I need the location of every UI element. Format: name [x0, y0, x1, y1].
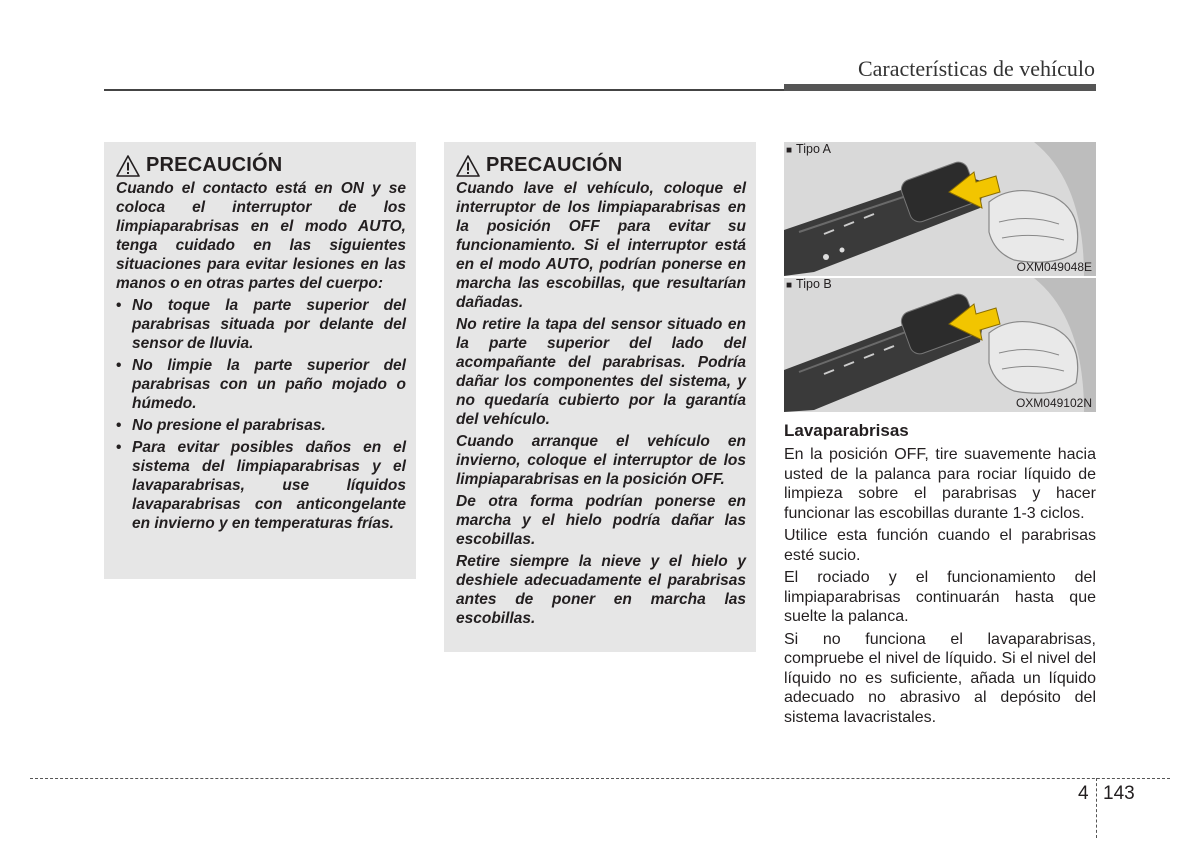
- caution-paragraph: De otra forma podrían ponerse en marcha y el hielo podría dañar las escobillas.: [456, 493, 746, 548]
- caution-intro: Cuando el contacto está en ON y se coloca el interruptor de los limpiaparabrisas en el modo AUTO, tenga cuidado en las siguientes situaciones para evitar lesiones en las manos o en otras partes del cuerpo:: [116, 180, 406, 292]
- figure-code: OXM049048E: [1016, 260, 1092, 274]
- caution-paragraph: Cuando lave el vehículo, coloque el interruptor de los limpiaparabrisas en la posición OFF para evitar su funcionamiento. Si el interruptor está en el modo AUTO, podrían ponerse en marcha las escobillas, que resultarían dañadas.: [456, 180, 746, 311]
- page-number: 143: [1103, 783, 1135, 804]
- header-rule: [104, 89, 784, 91]
- section-header-title: Características de vehículo: [857, 56, 1095, 81]
- caution-paragraph: Retire siempre la nieve y el hielo y deshiele adecuadamente el parabrisas antes de poner en marcha las escobillas.: [456, 553, 746, 627]
- list-item: • Para evitar posibles daños en el sistema del limpiaparabrisas y el lavaparabrisas, use líquidos lavaparabrisas con anticongelante en invierno y en temperaturas frías.: [116, 438, 406, 533]
- square-bullet-icon: ■: [786, 145, 793, 156]
- caution-box-washing: [444, 142, 756, 652]
- figure-label: [786, 142, 831, 156]
- figure-label-text: Tipo B: [796, 277, 832, 291]
- body-paragraph: Si no funciona el lavaparabrisas, compruebe el nivel de líquido. Si el nivel del líquido no es suficiente, añada un líquido adecuado no abrasivo al depósito del sistema lavacristales.: [784, 630, 1096, 726]
- warning-triangle-icon: [116, 155, 140, 177]
- caution-title: PRECAUCIÓN: [486, 154, 623, 176]
- caution-header: [456, 154, 746, 177]
- figure-wiper-lever-type-b: [784, 278, 1096, 412]
- footer-divider-vertical: [1096, 778, 1097, 838]
- header-rule-accent: [784, 84, 1096, 91]
- square-bullet-icon: ■: [786, 280, 793, 291]
- warning-triangle-icon: [456, 155, 480, 177]
- caution-header: [116, 154, 406, 177]
- list-item: • No toque la parte superior del parabrisas situada por delante del sensor de lluvia.: [116, 296, 406, 353]
- footer-divider: [30, 778, 1170, 779]
- figure-wiper-lever-type-a: [784, 142, 1096, 276]
- list-item: • No presione el parabrisas.: [116, 416, 406, 435]
- caution-bullet-list: [116, 296, 406, 533]
- wiper-stalk-illustration: [784, 142, 1096, 276]
- caution-title: PRECAUCIÓN: [146, 154, 283, 176]
- washer-body: [784, 445, 1096, 730]
- wiper-stalk-illustration: [784, 278, 1096, 412]
- caution-paragraph: Cuando arranque el vehículo en invierno, coloque el interruptor de los limpiaparabrisas en la posición OFF.: [456, 433, 746, 488]
- figure-label-text: Tipo A: [796, 142, 832, 156]
- list-item: • No limpie la parte superior del parabrisas con un paño mojado o húmedo.: [116, 356, 406, 413]
- figure-label: [786, 277, 832, 291]
- body-paragraph: El rociado y el funcionamiento del limpiaparabrisas continuarán hasta que suelte la palanca.: [784, 569, 1096, 625]
- caution-paragraph: No retire la tapa del sensor situado en la parte superior del lado del acompañante del parabrisas. Podría dañar los componentes del sistema, y no quedaría cubierto por la garantía del vehículo.: [456, 316, 746, 428]
- body-paragraph: Utilice esta función cuando el parabrisas esté sucio.: [784, 527, 1096, 564]
- section-title-washer: Lavaparabrisas: [784, 421, 909, 440]
- caution-box-auto-mode: [104, 142, 416, 579]
- body-paragraph: En la posición OFF, tire suavemente hacia usted de la palanca para rociar líquido de limpieza sobre el parabrisas y hacer funcionar las escobillas durante 1-3 ciclos.: [784, 446, 1096, 522]
- chapter-number: 4: [1078, 783, 1089, 804]
- figure-code: OXM049102N: [1015, 396, 1092, 410]
